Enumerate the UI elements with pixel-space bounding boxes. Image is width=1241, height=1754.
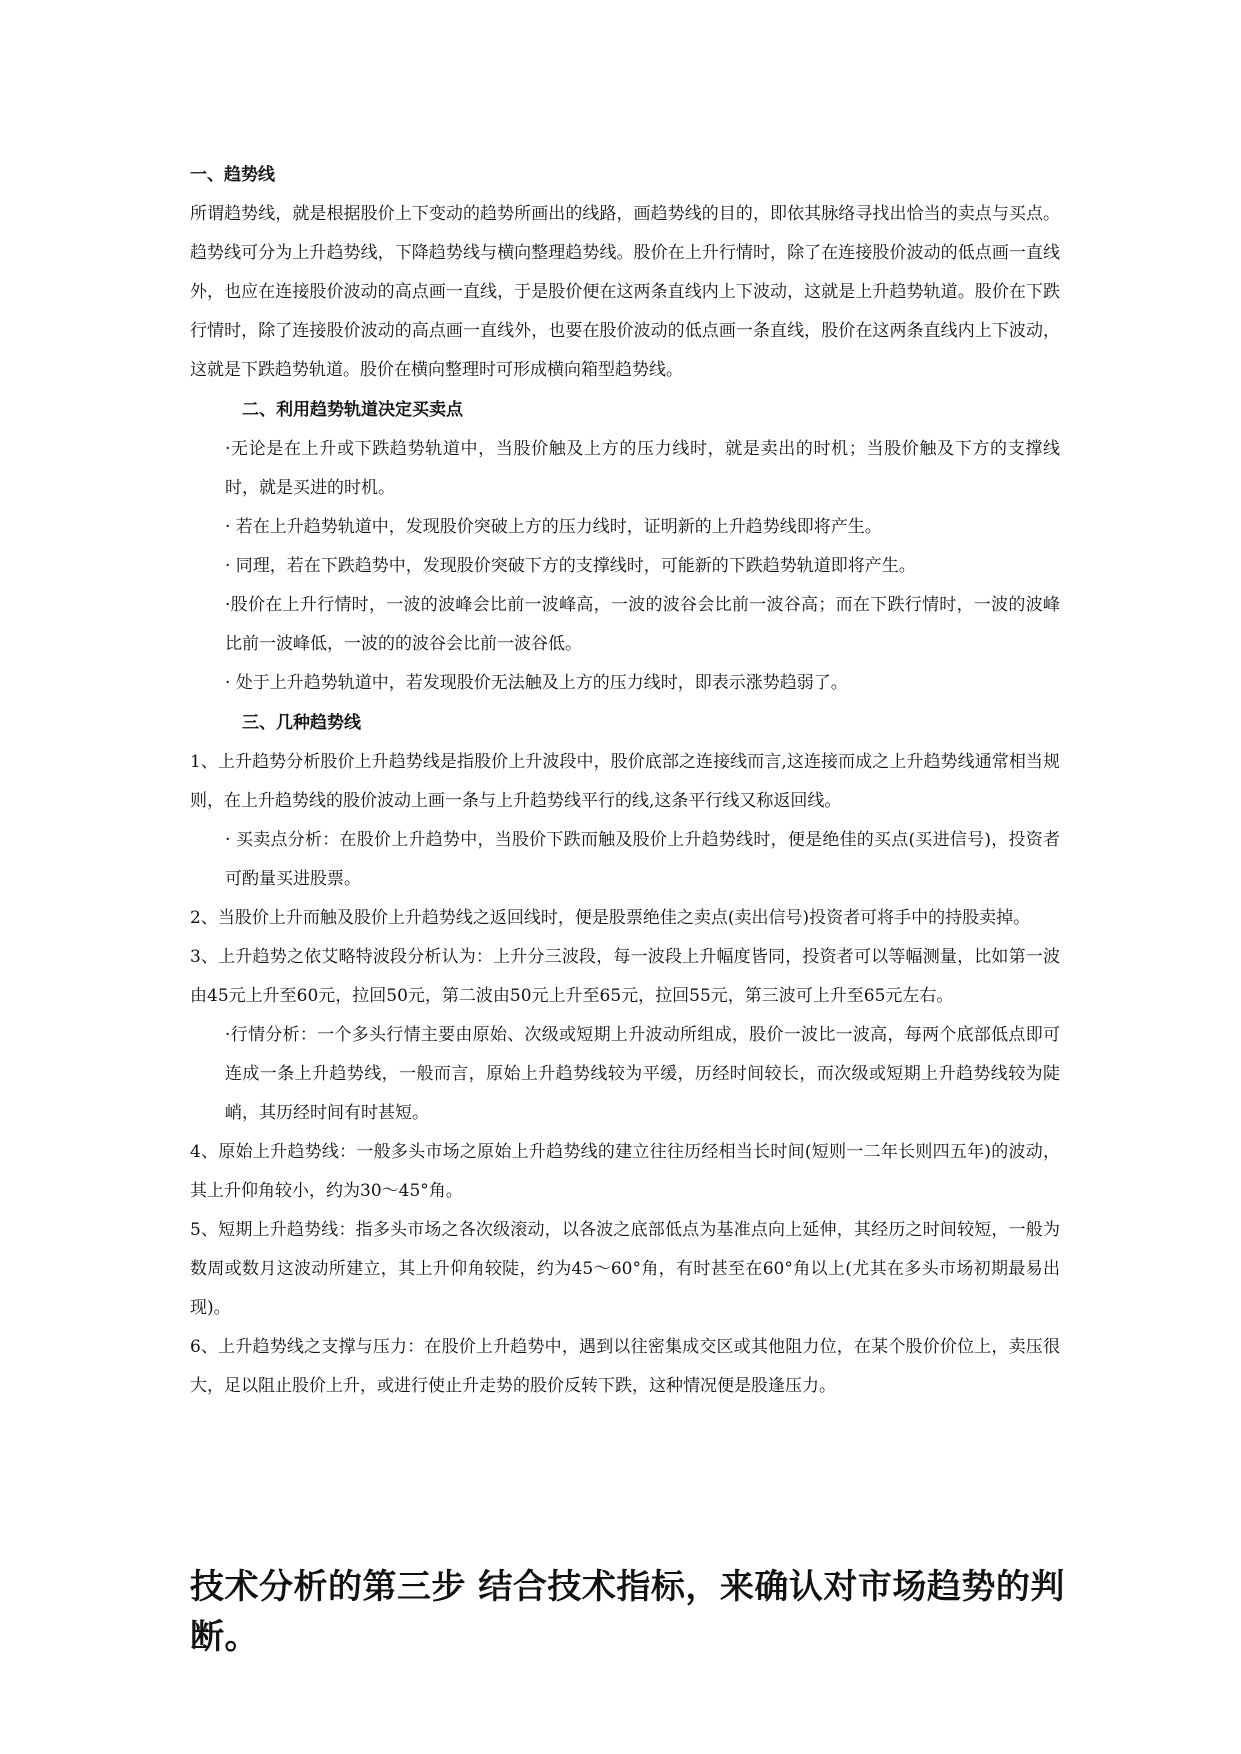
section-2-heading: 二、利用趋势轨道决定买卖点 [242, 400, 463, 420]
section-3-item-1-note: · 买卖点分析：在股价上升趋势中，当股价下跌而触及股价上升趋势线时，便是绝佳的买点(买进信号)，投资者可酌量买进股票。 [225, 830, 1060, 889]
section-1-body: 所谓趋势线，就是根据股价上下变动的趋势所画出的线路，画趋势线的目的，即依其脉络寻找出恰当的卖点与买点。趋势线可分为上升趋势线，下降趋势线与横向整理趋势线。股价在上升行情时，除了在连接股价波动的低点画一直线外，也应在连接股价波动的高点画一直线，于是股价便在这两条直线内上下波动，这就是上升趋势轨道。股价在下跌行情时，除了连接股价波动的高点画一直线外，也要在股价波动的低点画一条直线，股价在这两条直线内上下波动，这就是下跌趋势轨道。股价在横向整理时可形成横向箱型趋势线。 [190, 204, 1060, 380]
section-3-item-2: 2、当股价上升而触及股价上升趋势线之返回线时，便是股票绝佳之卖点(卖出信号)投资者可将手中的持股卖掉。 [190, 908, 1031, 928]
section-2-bullet-4: ·股价在上升行情时，一波的波峰会比前一波峰高，一波的波谷会比前一波谷高；而在下跌行情时，一波的波峰比前一波峰低，一波的的波谷会比前一波谷低。 [225, 595, 1060, 654]
section-3-item-6: 6、上升趋势线之支撑与压力：在股价上升趋势中，遇到以往密集成交区或其他阻力位，在某个股价价位上，卖压很大，足以阻止股价上升，或进行使止升走势的股价反转下跌，这种情况便是股逢压力。 [190, 1337, 1060, 1396]
section-2-bullet-1: ·无论是在上升或下跌趋势轨道中，当股价触及上方的压力线时，就是卖出的时机；当股价触及下方的支撑线时，就是买进的时机。 [225, 439, 1060, 498]
document-body [190, 155, 1060, 1406]
section-2-bullet-2: · 若在上升趋势轨道中，发现股价突破上方的压力线时，证明新的上升趋势线即将产生。 [225, 517, 882, 537]
section-2-bullet-5: · 处于上升趋势轨道中，若发现股价无法触及上方的压力线时，即表示涨势趋弱了。 [225, 673, 848, 693]
section-3-heading: 三、几种趋势线 [242, 713, 361, 733]
section-3-item-3: 3、上升趋势之依艾略特波段分析认为：上升分三波段，每一波段上升幅度皆同，投资者可以等幅测量，比如第一波由45元上升至60元，拉回50元，第二波由50元上升至65元，拉回55元，第三波可上升至65元左右。 [190, 947, 1060, 1006]
section-3-item-5: 5、短期上升趋势线：指多头市场之各次级滚动，以各波之底部低点为基准点向上延伸，其经历之时间较短，一般为数周或数月这波动所建立，其上升仰角较陡，约为45～60°角，有时甚至在60°角以上(尤其在多头市场初期最易出现)。 [190, 1220, 1060, 1318]
section-2-bullet-3: · 同理，若在下跌趋势中，发现股价突破下方的支撑线时，可能新的下跌趋势轨道即将产生。 [225, 556, 916, 576]
footer-heading: 技术分析的第三步 结合技术指标，来确认对市场趋势的判断。 [190, 1567, 1065, 1657]
section-3-item-3-note: ·行情分析：一个多头行情主要由原始、次级或短期上升波动所组成，股价一波比一波高，每两个底部低点即可连成一条上升趋势线，一般而言，原始上升趋势线较为平缓，历经时间较长，而次级或短期上升趋势线较为陡峭，其历经时间有时甚短。 [225, 1025, 1060, 1123]
section-3-item-4: 4、原始上升趋势线：一般多头市场之原始上升趋势线的建立往往历经相当长时间(短则一二年长则四五年)的波动，其上升仰角较小，约为30～45°角。 [190, 1142, 1060, 1201]
section-1-heading: 一、趋势线 [190, 165, 275, 185]
section-3-item-1: 1、上升趋势分析股价上升趋势线是指股价上升波段中，股价底部之连接线而言,这连接而成之上升趋势线通常相当规则，在上升趋势线的股价波动上画一条与上升趋势线平行的线,这条平行线又称返回线。 [190, 752, 1060, 811]
